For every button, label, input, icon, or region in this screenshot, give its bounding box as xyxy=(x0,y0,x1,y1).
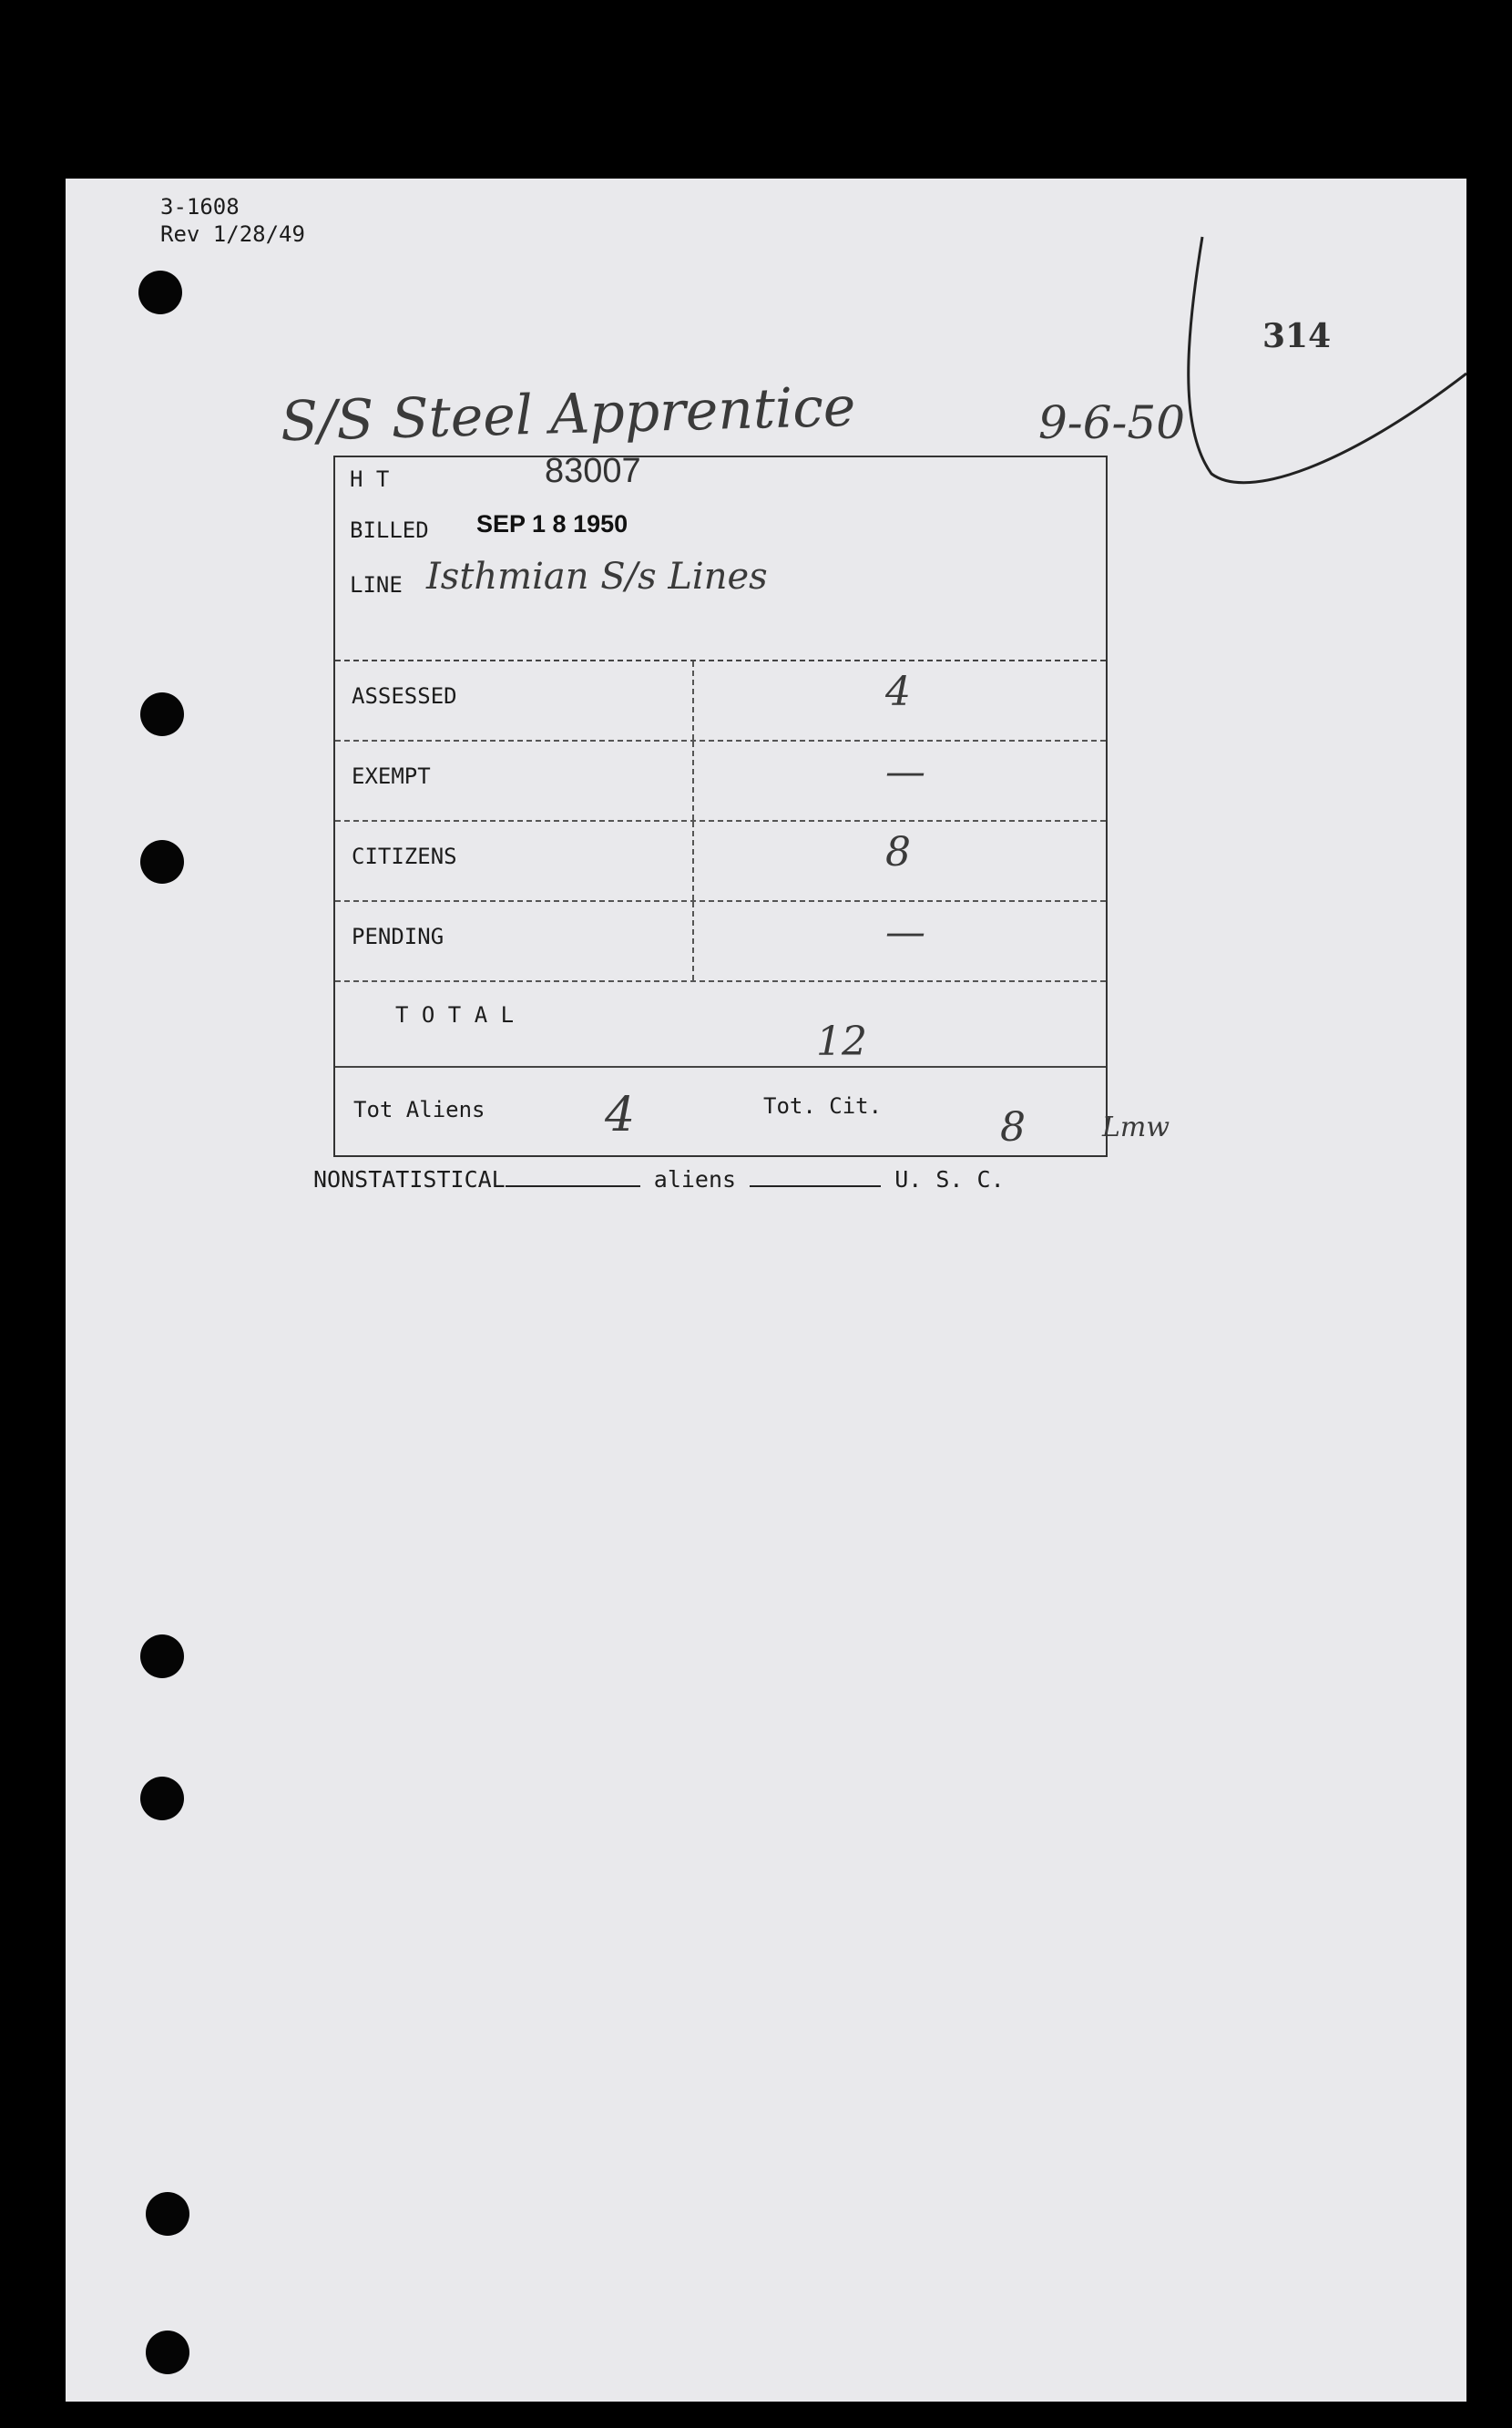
tot-cit-value: 8 xyxy=(1000,1104,1026,1151)
punch-hole xyxy=(146,2331,189,2374)
count-value: 4 xyxy=(885,669,911,715)
punch-hole xyxy=(140,1777,184,1820)
header-section xyxy=(335,452,1106,661)
nonstatistical-line xyxy=(313,1166,1005,1193)
usc-label: U. S. C. xyxy=(894,1166,1005,1193)
count-label: EXEMPT xyxy=(335,742,694,820)
punch-hole xyxy=(140,692,184,736)
count-label: ASSESSED xyxy=(335,661,694,740)
billed-label: BILLED xyxy=(350,517,429,543)
count-row xyxy=(335,661,1106,742)
form-code xyxy=(160,193,305,248)
count-label: PENDING xyxy=(335,902,694,980)
count-label: CITIZENS xyxy=(335,822,694,900)
ht-value: 83007 xyxy=(545,452,641,490)
tot-cit-label: Tot. Cit. xyxy=(763,1093,883,1119)
tot-aliens-label: Tot Aliens xyxy=(353,1097,485,1122)
totals-row xyxy=(335,1068,1106,1155)
count-value: 8 xyxy=(885,829,911,876)
count-value: — xyxy=(885,909,925,956)
total-row xyxy=(335,982,1106,1068)
form-revision: Rev 1/28/49 xyxy=(160,221,305,247)
line-label: LINE xyxy=(350,572,403,598)
count-row xyxy=(335,902,1106,982)
count-row xyxy=(335,822,1106,902)
nonstatistical-label: NONSTATISTICAL xyxy=(313,1166,506,1193)
manifest-box xyxy=(333,452,1108,1157)
form-number: 3-1608 xyxy=(160,194,240,220)
vessel-date: 9-6-50 xyxy=(1038,396,1186,449)
line-value: Isthmian S/s Lines xyxy=(426,556,768,598)
aliens-label: aliens xyxy=(653,1166,737,1193)
total-value: 12 xyxy=(816,1019,867,1065)
nonstatistical-blank xyxy=(506,1185,640,1187)
punch-hole xyxy=(140,1634,184,1678)
ht-label: H T xyxy=(350,466,390,492)
punch-hole xyxy=(146,2192,189,2236)
total-label: T O T A L xyxy=(395,1002,515,1028)
count-row xyxy=(335,742,1106,822)
punch-hole xyxy=(140,840,184,884)
vessel-name: S/S Steel Apprentice xyxy=(280,374,857,455)
pencil-check-mark xyxy=(1166,228,1466,501)
initials: Lmw xyxy=(1102,1112,1170,1143)
count-value: — xyxy=(885,749,925,795)
billed-stamp: SEP 1 8 1950 xyxy=(476,510,628,538)
aliens-blank xyxy=(750,1185,881,1187)
page-number: 314 xyxy=(1262,317,1332,355)
punch-hole xyxy=(138,271,182,314)
tot-aliens-value: 4 xyxy=(605,1088,636,1142)
